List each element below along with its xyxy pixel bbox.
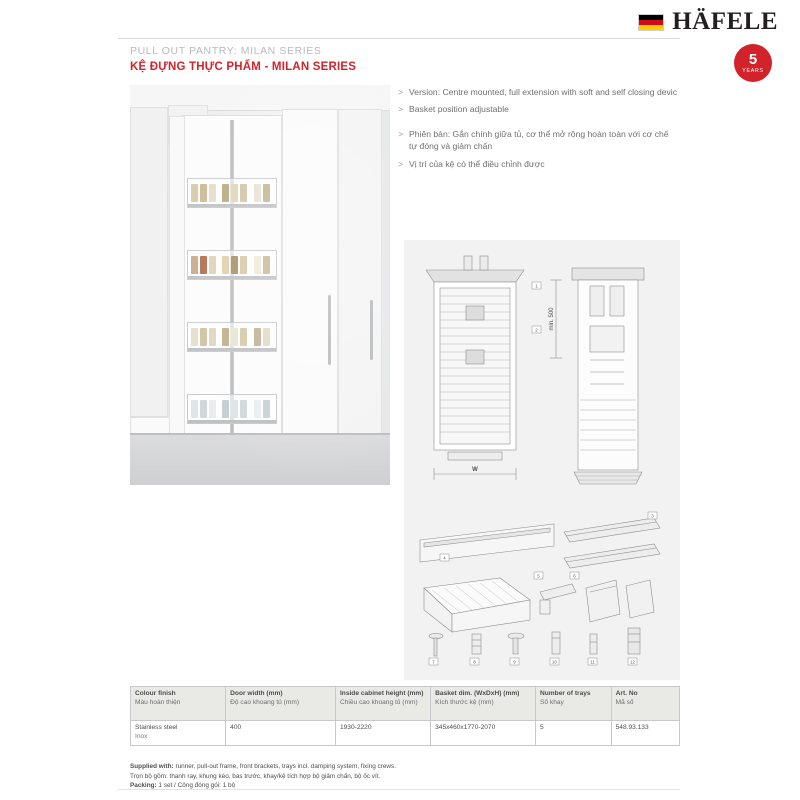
footnote-supplied-with xyxy=(130,762,690,772)
warranty-badge xyxy=(734,44,772,82)
bullet-marker-icon: > xyxy=(398,87,404,97)
svg-text:1: 1 xyxy=(535,283,538,289)
photo-goods-3 xyxy=(191,328,273,348)
cell-door-width: 400 xyxy=(226,721,336,746)
page-title-vi: KỆ ĐỰNG THỰC PHẨM - MILAN SERIES xyxy=(130,61,357,73)
footnote-packing-label: Packing: xyxy=(130,782,157,790)
svg-text:7: 7 xyxy=(432,659,435,665)
photo-door-handle-2 xyxy=(370,300,373,360)
table-header-cabinet-height-vi: Chiều cao khoang tủ (mm) xyxy=(339,698,418,706)
brand-logo xyxy=(638,8,778,36)
svg-text:11: 11 xyxy=(590,659,595,665)
spec-bullet-vi-2-text: Vị trí của kệ có thể điều chỉnh được xyxy=(409,158,545,169)
photo-basket-2 xyxy=(187,250,277,280)
photo-cabinet-tall-b xyxy=(338,109,382,485)
table-header-art-no-en: Art. No xyxy=(615,690,638,697)
photo-basket-4 xyxy=(187,394,277,424)
cell-colour xyxy=(131,721,226,746)
cell-colour-en: Stainless steel xyxy=(135,724,178,731)
table-header-door-width-en: Door width (mm) xyxy=(230,690,283,697)
technical-drawings-panel xyxy=(404,240,680,680)
table-header-cabinet-height-en: Inside cabinet height (mm) xyxy=(339,690,424,697)
table-header-row xyxy=(131,687,680,721)
cell-cabinet-height: 1930-2220 xyxy=(335,721,430,746)
table-header-colour-en: Colour finish xyxy=(135,690,176,697)
photo-pullout-pantry xyxy=(182,115,282,485)
footnotes xyxy=(130,762,690,791)
drawing-side-view xyxy=(572,268,644,484)
product-photo xyxy=(130,85,390,485)
photo-pantry-rail xyxy=(230,120,234,485)
svg-text:9: 9 xyxy=(513,659,516,665)
spec-bullet-en-1-text: Version: Centre mounted, full extension with soft and self closing devic xyxy=(409,87,678,97)
table-header-door-width-vi: Độ cao khoang tủ (mm) xyxy=(230,698,300,706)
spec-bullet-vi-1-text: Phiên bản: Gắn chính giữa tủ, cơ thể mở rộng hoàn toàn với cơ chế tự đóng và giảm chấn xyxy=(409,128,669,152)
dimension-height-label: min. 500 xyxy=(549,307,555,331)
spec-bullet-vi-2 xyxy=(398,158,678,170)
svg-text:4: 4 xyxy=(443,555,446,561)
photo-goods-1 xyxy=(191,184,273,204)
photo-door-handle-1 xyxy=(328,295,331,365)
table-header-basket-dim-vi: Kích thước kệ (mm) xyxy=(435,698,494,706)
photo-basket-3 xyxy=(187,322,277,352)
footnote-supplied-label: Supplied with: xyxy=(130,763,174,770)
table-header-colour-vi: Màu hoàn thiện xyxy=(135,698,181,706)
spec-bullet-en-2 xyxy=(398,103,678,115)
drawing-runner-2 xyxy=(564,544,660,568)
footnote-supplied-text: runner, pull-out frame, front brackets, trays incl. damping system, fixing crews. xyxy=(173,763,397,770)
photo-pantry-door xyxy=(169,116,185,485)
specification-table xyxy=(130,686,680,746)
footer-divider xyxy=(118,789,680,790)
photo-floor xyxy=(130,433,390,485)
drawing-bracket-2 xyxy=(586,580,620,622)
svg-text:2: 2 xyxy=(535,327,538,333)
bullet-marker-icon: > xyxy=(398,128,404,139)
table-header-trays-vi: Số khay xyxy=(540,698,564,706)
cell-basket-dim: 345x460x1770-2070 xyxy=(431,721,536,746)
photo-cabinet-left-upper xyxy=(130,107,168,417)
drawing-bracket-3 xyxy=(626,580,654,618)
bullet-marker-icon: > xyxy=(398,104,404,115)
photo-goods-2 xyxy=(191,256,273,276)
drawing-fittings-row xyxy=(429,628,640,656)
spec-bullet-en-2-text: Basket position adjustable xyxy=(409,104,509,115)
technical-drawings-svg xyxy=(404,240,680,680)
table-header-colour xyxy=(131,687,226,721)
bullet-marker-icon: > xyxy=(398,158,404,169)
spec-bullet-vi-1 xyxy=(398,128,678,153)
cell-art-no: 548.93.133 xyxy=(611,721,679,746)
svg-text:5: 5 xyxy=(537,573,540,579)
svg-text:6: 6 xyxy=(573,573,576,579)
drawing-basket-perspective xyxy=(424,578,530,632)
photo-basket-1 xyxy=(187,178,277,208)
page-title-en: PULL OUT PANTRY: MILAN SERIES xyxy=(130,45,322,57)
svg-text:8: 8 xyxy=(473,659,476,665)
drawing-runner-1 xyxy=(564,518,660,542)
drawing-front-view xyxy=(426,256,524,460)
header-divider xyxy=(118,38,680,39)
warranty-years-number: 5 xyxy=(748,51,758,69)
photo-goods-4 xyxy=(191,400,273,420)
table-header-basket-dim-en: Basket dim. (WxDxH) (mm) xyxy=(435,690,520,697)
german-flag-icon xyxy=(638,14,664,31)
svg-text:10: 10 xyxy=(552,659,557,665)
cell-trays: 5 xyxy=(536,721,612,746)
table-header-door-width xyxy=(226,687,336,721)
table-header-art-no xyxy=(611,687,679,721)
table-row xyxy=(131,721,680,746)
footnote-supplied-vi: Trọn bộ gồm: thanh ray, khung kéo, bas trước, khay/kệ tích hợp bộ giảm chấn, bộ ốc vít. xyxy=(130,772,381,780)
table-header-cabinet-height xyxy=(335,687,430,721)
table-header-trays-en: Number of trays xyxy=(540,690,591,697)
table-header-art-no-vi: Mã số xyxy=(615,698,634,706)
drawing-bracket-1 xyxy=(540,584,576,614)
dimension-width-label: W xyxy=(472,467,478,473)
table-header-trays xyxy=(536,687,612,721)
spec-bullet-en-1 xyxy=(398,86,678,98)
svg-text:12: 12 xyxy=(630,659,635,665)
svg-text:3: 3 xyxy=(651,513,654,519)
cell-colour-vi: Inox xyxy=(135,732,148,740)
table-header-basket-dim xyxy=(431,687,536,721)
footnote-packing-text: 1 set / Công đóng gói: 1 bộ xyxy=(156,782,236,790)
warranty-years-label: YEARS xyxy=(742,67,764,74)
specification-list xyxy=(398,86,678,175)
brand-name: HÄFELE xyxy=(672,8,778,35)
